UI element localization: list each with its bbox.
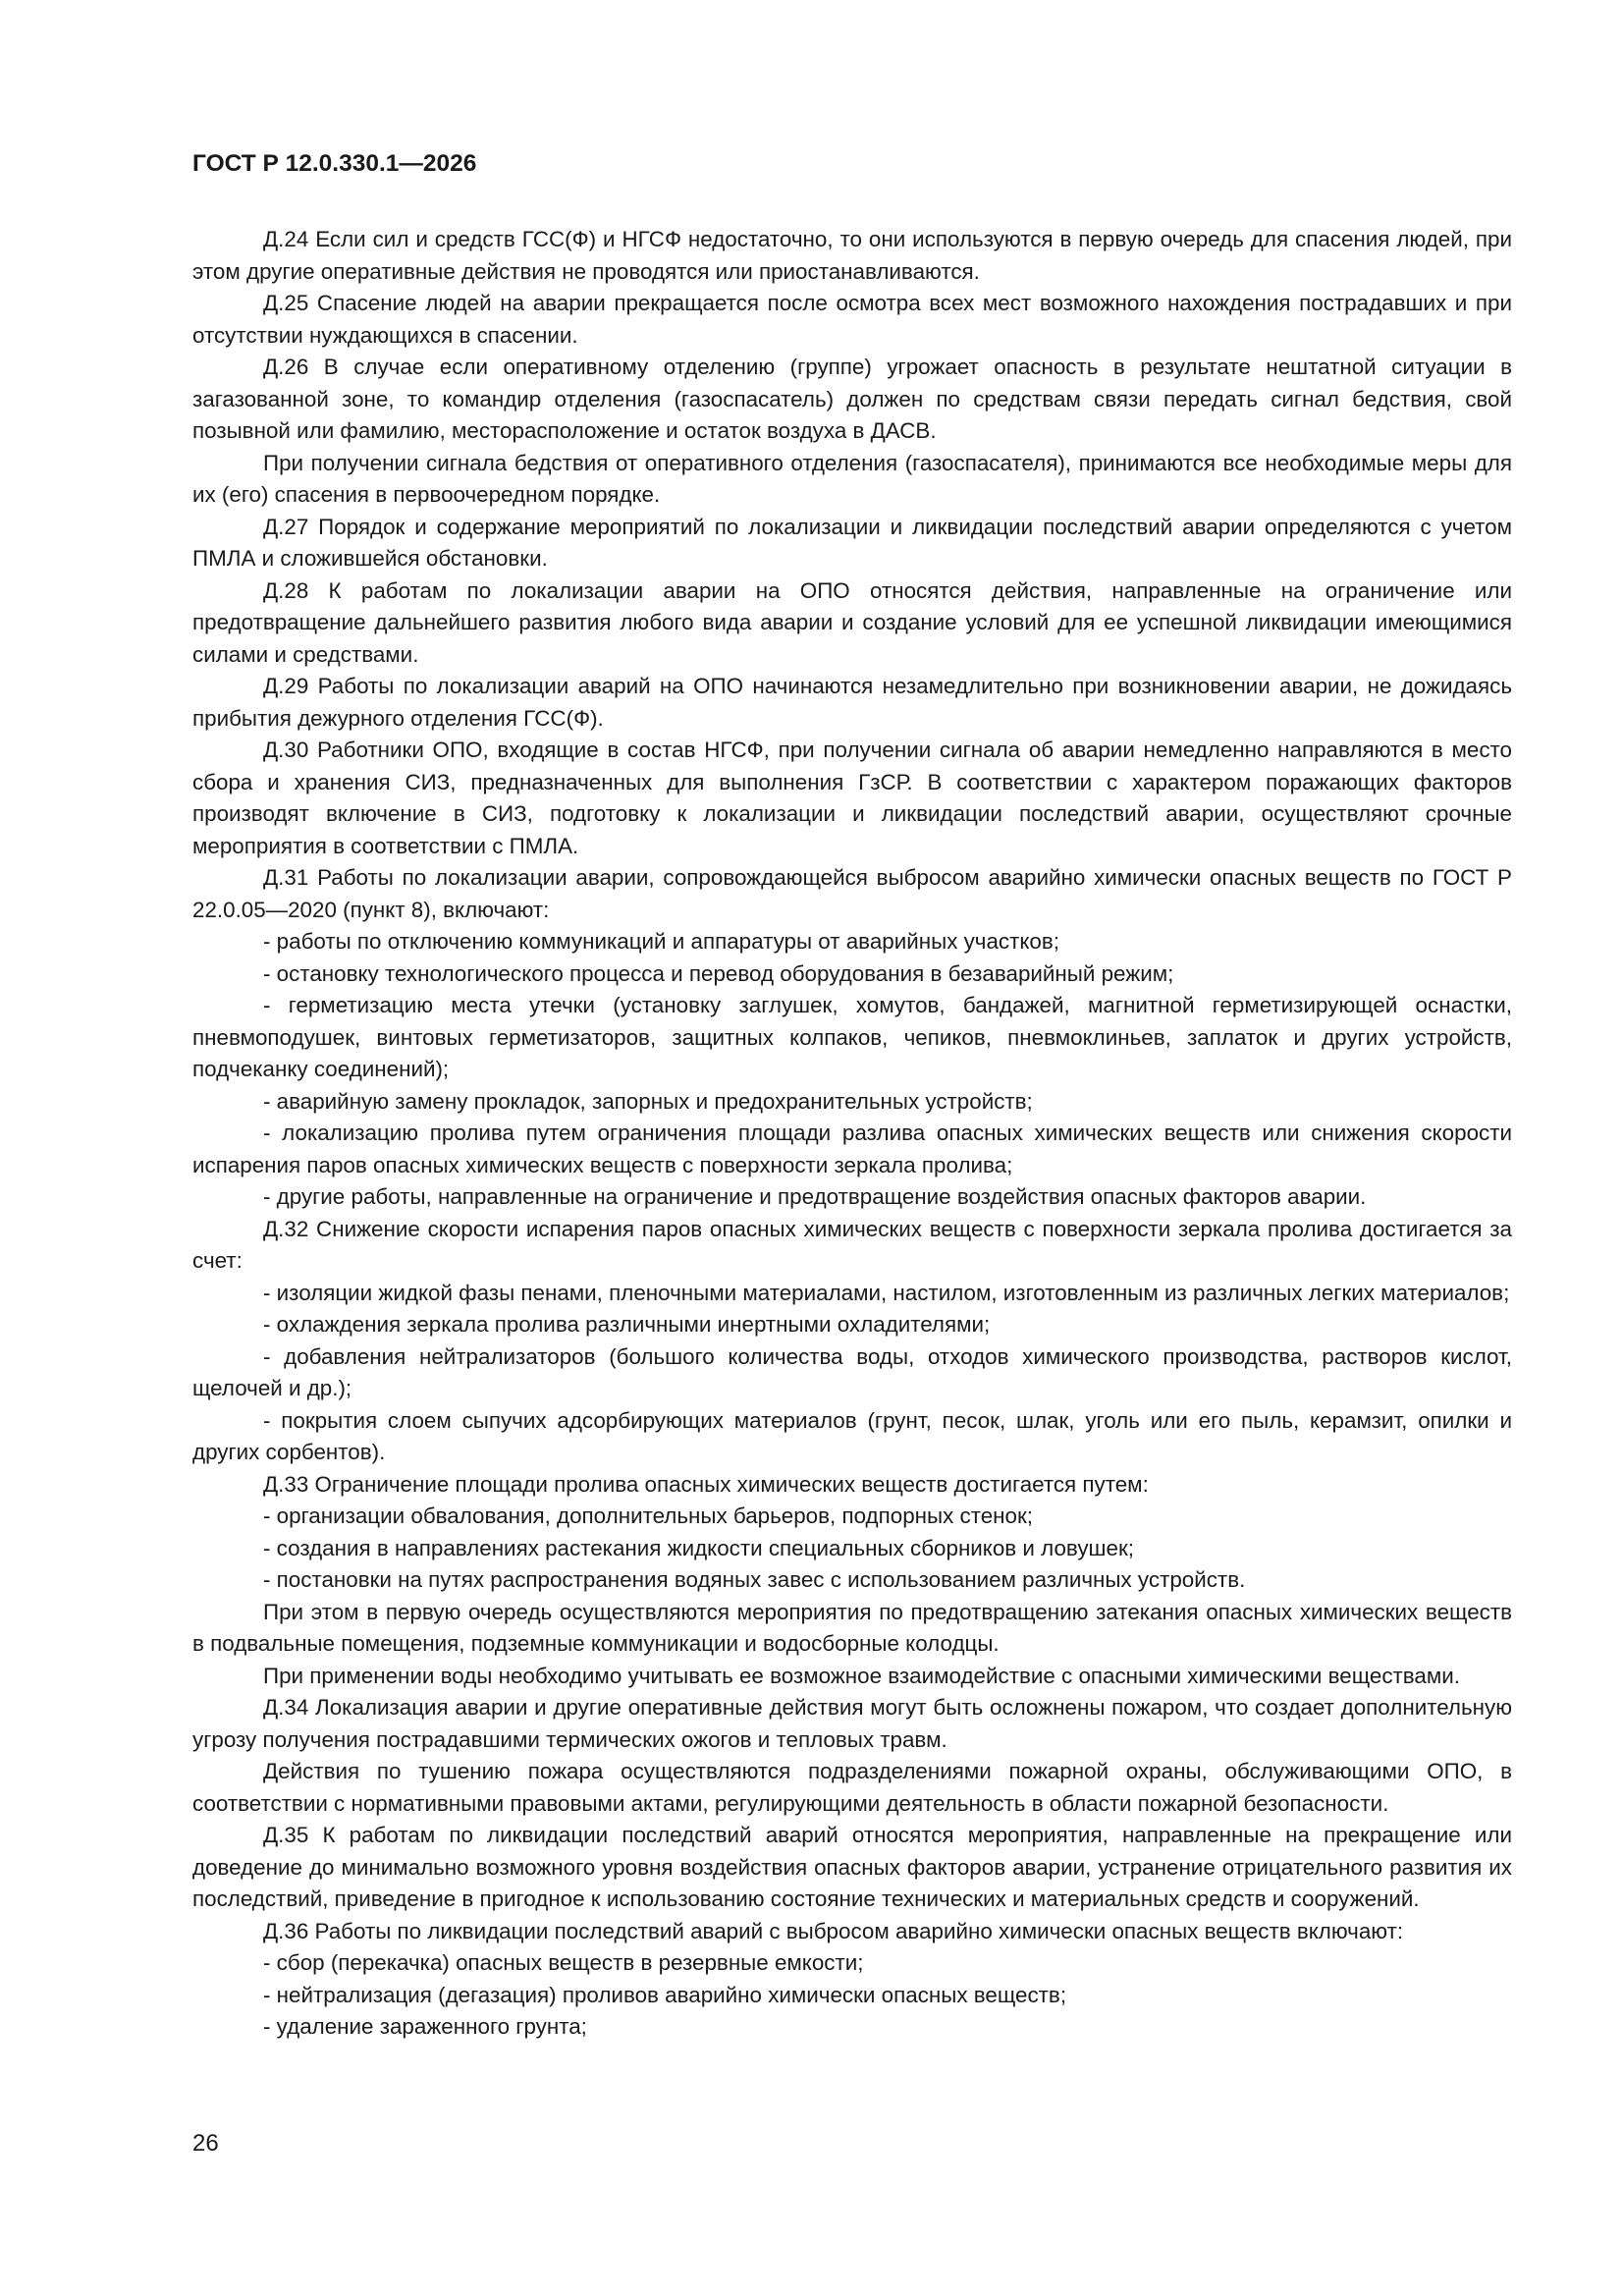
paragraph: Д.28 К работам по локализации аварии на ОПО относятся действия, направленные на ограничение или предотвращение дальнейшего развития любого вида аварии и создание условий для ее успешной ликвидации имеющимися силами и средствами. (192, 577, 1512, 667)
paragraph: Д.30 Работники ОПО, входящие в состав НГСФ, при получении сигнала об аварии немедленно направляются в место сбора и хранения СИЗ, предназначенных для выполнения ГзСР. В соответствии с характером поражающих факторов производят включение в СИЗ, подготовку к локализации и ликвидации последствий аварии, осуществляют срочные мероприятия в соответствии с ПМЛА. (192, 738, 1512, 858)
paragraph: Д.27 Порядок и содержание мероприятий по локализации и ликвидации последствий аварии определяются с учетом ПМЛА и сложившейся обстановки. (192, 514, 1512, 571)
paragraph: Д.24 Если сил и средств ГСС(Ф) и НГСФ недостаточно, то они используются в первую очередь для спасения людей, при этом другие оперативные действия не проводятся или приостанавливаются. (192, 227, 1512, 284)
list-item: - сбор (перекачка) опасных веществ в резервные емкости; (263, 1950, 864, 1975)
paragraph: Действия по тушению пожара осуществляются подразделениями пожарной охраны, обслуживающими ОПО, в соответствии с нормативными правовыми актами, регулирующими деятельность в области пожарной безопасности. (192, 1759, 1512, 1816)
list-item: - постановки на путях распространения водяных завес с использованием различных устройств. (263, 1567, 1246, 1592)
list-item: - локализацию пролива путем ограничения площади разлива опасных химических веществ или снижения скорости испарения паров опасных химических веществ с поверхности зеркала пролива; (192, 1121, 1512, 1177)
list-item: - остановку технологического процесса и перевод оборудования в безаварийный режим; (263, 960, 1174, 986)
paragraph: Д.26 В случае если оперативному отделению (группе) угрожает опасность в результате нештатной ситуации в загазованной зоне, то командир отделения (газоспасатель) должен по средствам связи передать сигнал бедствия, свой позывной или фамилию, месторасположение и остаток воздуха в ДАСВ. (192, 355, 1512, 443)
paragraph: Д.29 Работы по локализации аварий на ОПО начинаются незамедлительно при возникновении аварии, не дожидаясь прибытия дежурного отделения ГСС(Ф). (192, 674, 1512, 731)
list-item: - другие работы, направленные на ограничение и предотвращение воздействия опасных факторов аварии. (263, 1184, 1367, 1209)
paragraph: При получении сигнала бедствия от оперативного отделения (газоспасателя), принимаются все необходимые меры для их (его) спасения в первоочередном порядке. (192, 450, 1512, 507)
list-item: - аварийную замену прокладок, запорных и предохранительных устройств; (263, 1088, 1033, 1114)
list-item: - нейтрализация (дегазация) проливов аварийно химически опасных веществ; (263, 1982, 1067, 2007)
list-item: - работы по отключению коммуникаций и аппаратуры от аварийных участков; (263, 929, 1059, 954)
list-item: - удаление зараженного грунта; (263, 2014, 587, 2039)
paragraph: При этом в первую очередь осуществляются мероприятия по предотвращению затекания опасных химических веществ в подвальные помещения, подземные коммуникации и водосборные колодцы. (192, 1599, 1512, 1656)
paragraph: Д.25 Спасение людей на аварии прекращается после осмотра всех мест возможного нахождения пострадавших и при отсутствии нуждающихся в спасении. (192, 291, 1512, 348)
paragraph: При применении воды необходимо учитывать ее возможное взаимодействие с опасными химическими веществами. (263, 1663, 1460, 1688)
list-item: - организации обвалования, дополнительных барьеров, подпорных стенок; (263, 1503, 1034, 1528)
document-header: ГОСТ Р 12.0.330.1—2026 (192, 150, 477, 177)
paragraph: Д.34 Локализация аварии и другие оперативные действия могут быть осложнены пожаром, что создает дополнительную угрозу получения пострадавшими термических ожогов и тепловых травм. (192, 1695, 1512, 1752)
paragraph: Д.32 Снижение скорости испарения паров опасных химических веществ с поверхности зеркала пролива достигается за счет: (192, 1216, 1512, 1273)
paragraph: Д.35 К работам по ликвидации последствий аварий относятся мероприятия, направленные на прекращение или доведение до минимально возможного уровня воздействия опасных факторов аварии, устранение отрицательного развития их последствий, приведение в пригодное к использованию состояние технических и материальных средств и сооружений. (192, 1823, 1512, 1911)
list-item: - охлаждения зеркала пролива различными инертными охладителями; (263, 1312, 991, 1337)
paragraph: Д.33 Ограничение площади пролива опасных химических веществ достигается путем: (263, 1471, 1149, 1497)
document-body (192, 224, 1512, 2044)
list-item: - создания в направлениях растекания жидкости специальных сборников и ловушек; (263, 1535, 1134, 1560)
page-number: 26 (192, 2130, 219, 2157)
list-item: - добавления нейтрализаторов (большого количества воды, отходов химического производства, растворов кислот, щелочей и др.); (192, 1343, 1512, 1400)
list-item: - покрытия слоем сыпучих адсорбирующих материалов (грунт, песок, шлак, уголь или его пыль, керамзит, опилки и других сорбентов). (192, 1407, 1512, 1464)
paragraph: Д.36 Работы по ликвидации последствий аварий с выбросом аварийно химически опасных веществ включают: (263, 1918, 1404, 1943)
list-item: - изоляции жидкой фазы пенами, пленочными материалами, настилом, изготовленным из различных легких материалов; (263, 1280, 1510, 1305)
list-item: - герметизацию места утечки (установку заглушек, хомутов, бандажей, магнитной герметизирующей оснастки, пневмоподушек, винтовых герметизаторов, защитных колпаков, чепиков, пневмоклиньев, заплаток и других устройств, подчеканку соединений); (192, 993, 1512, 1081)
paragraph: Д.31 Работы по локализации аварии, сопровождающейся выбросом аварийно химически опасных веществ по ГОСТ Р 22.0.05—2020 (пункт 8), включают: (192, 865, 1512, 922)
